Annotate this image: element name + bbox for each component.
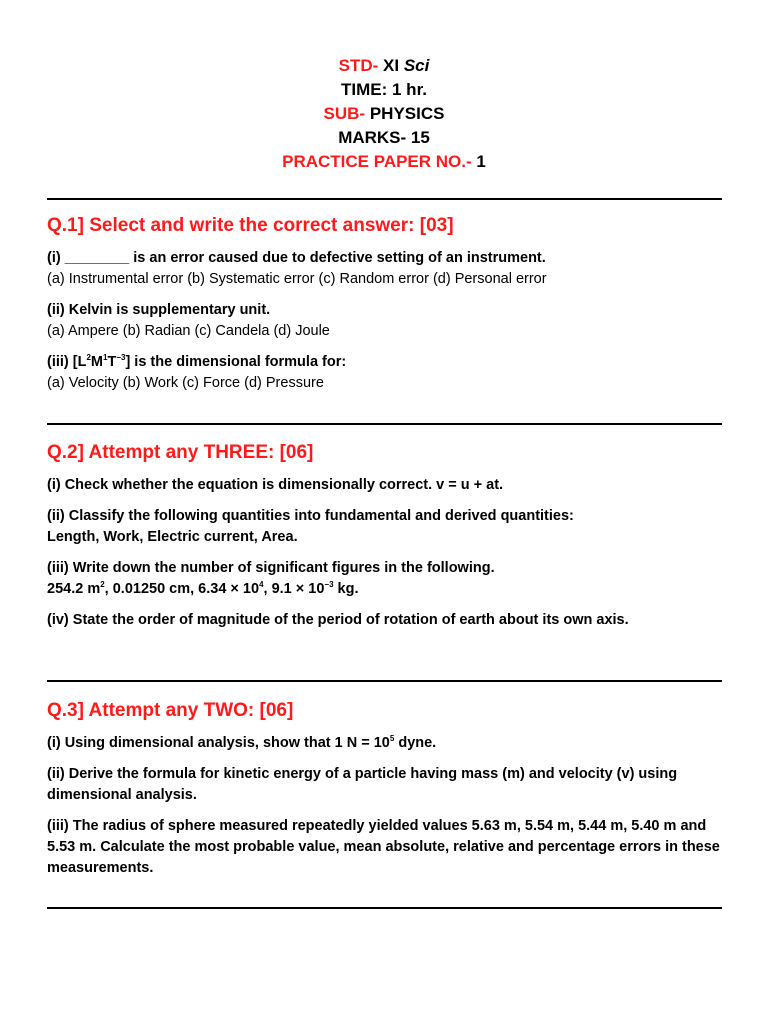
divider [47,907,722,909]
q1-item-iii-options: (a) Velocity (b) Work (c) Force (d) Pressure [47,375,324,391]
q2-item-iii-line1: (iii) Write down the number of significant figures in the following. [47,560,495,576]
paper-number-line [0,150,768,174]
q2-iii-v2-exp: 4 [259,580,264,590]
q2-item-iv-question: (iv) State the order of magnitude of the period of rotation of earth about its own axis. [47,612,629,628]
paper-header [0,54,768,174]
q3-item-i [47,733,722,754]
q2-iii-v1-exp: 2 [100,580,105,590]
q1-item-i-options: (a) Instrumental error (b) Systematic error (c) Random error (d) Personal error [47,271,547,287]
q3-item-iii [47,816,722,879]
q1-item-i [47,248,722,290]
sub-label: SUB- [323,104,366,123]
sub-value: PHYSICS [369,104,445,123]
q2-item-ii-line1: (ii) Classify the following quantities into fundamental and derived quantities: [47,508,574,524]
std-label: STD- [338,56,379,75]
q2-item-i [47,475,722,496]
q2-item-i-question: (i) Check whether the equation is dimensionally correct. v = u + at. [47,477,504,493]
q2-iii-v2: , 0.01250 cm, 6.34 × 10 [104,581,260,597]
q3-item-ii-question: (ii) Derive the formula for kinetic energy of a particle having mass (m) and velocity (v) using dimensional analysis. [47,766,678,803]
q1-iii-t: T [107,354,117,370]
q1-item-ii [47,300,722,342]
q2-item-ii-line2: Length, Work, Electric current, Area. [47,529,298,545]
q1-iii-prefix: (iii) [L [47,354,87,370]
paper-value: 1 [476,152,486,171]
q3-i-exp: 5 [389,734,395,744]
q1-iii-m: M [90,354,104,370]
question-3-section [47,699,722,889]
q2-iii-v4: kg. [333,581,359,597]
q1-item-iii-question [47,352,722,373]
q1-item-ii-question: (ii) Kelvin is supplementary unit. [47,302,271,318]
question-1-title: Q.1] Select and write the correct answer: [03] [47,215,454,236]
q3-item-i-question [47,733,722,754]
divider [47,680,722,682]
q2-item-ii [47,506,722,548]
question-3-title: Q.3] Attempt any TWO: [06] [47,700,294,721]
marks-line: MARKS- 15 [338,128,430,147]
subject-line [0,102,768,126]
q2-iii-v3: , 9.1 × 10 [263,581,325,597]
q2-item-iii [47,558,722,600]
q1-item-iii [47,352,722,394]
q3-item-iii-question: (iii) The radius of sphere measured repeatedly yielded values 5.63 m, 5.54 m, 5.44 m, 5.40 m and 5.53 m. Calculate the most probable value, mean absolute, relative and percentage errors in these measurements. [47,818,720,876]
q1-iii-suffix: ] is the dimensional formula for: [125,354,347,370]
q2-item-iii-values [47,579,722,600]
std-line [0,54,768,78]
q1-iii-exp-t: −3 [116,353,126,363]
q2-iii-v3-exp: −3 [324,580,334,590]
q1-iii-exp-m: 1 [103,353,108,363]
std-stream: Sci [403,56,430,75]
question-1-section [47,214,722,404]
divider [47,423,722,425]
q2-item-iv [47,610,722,631]
q2-iii-v1: 254.2 m [47,581,101,597]
question-2-section [47,441,722,641]
q3-item-ii [47,764,722,806]
question-2-title: Q.2] Attempt any THREE: [06] [47,442,314,463]
q1-iii-exp-l: 2 [86,353,91,363]
q1-item-ii-options: (a) Ampere (b) Radian (c) Candela (d) Joule [47,323,330,339]
q1-item-i-question: (i) ________ is an error caused due to defective setting of an instrument. [47,250,546,266]
divider [47,198,722,200]
q3-i-suffix: dyne. [394,735,437,751]
paper-label: PRACTICE PAPER NO.- [282,152,472,171]
std-value: XI [383,56,400,75]
q3-i-prefix: (i) Using dimensional analysis, show that 1 N = 10 [47,735,390,751]
time-line: TIME: 1 hr. [341,80,427,99]
